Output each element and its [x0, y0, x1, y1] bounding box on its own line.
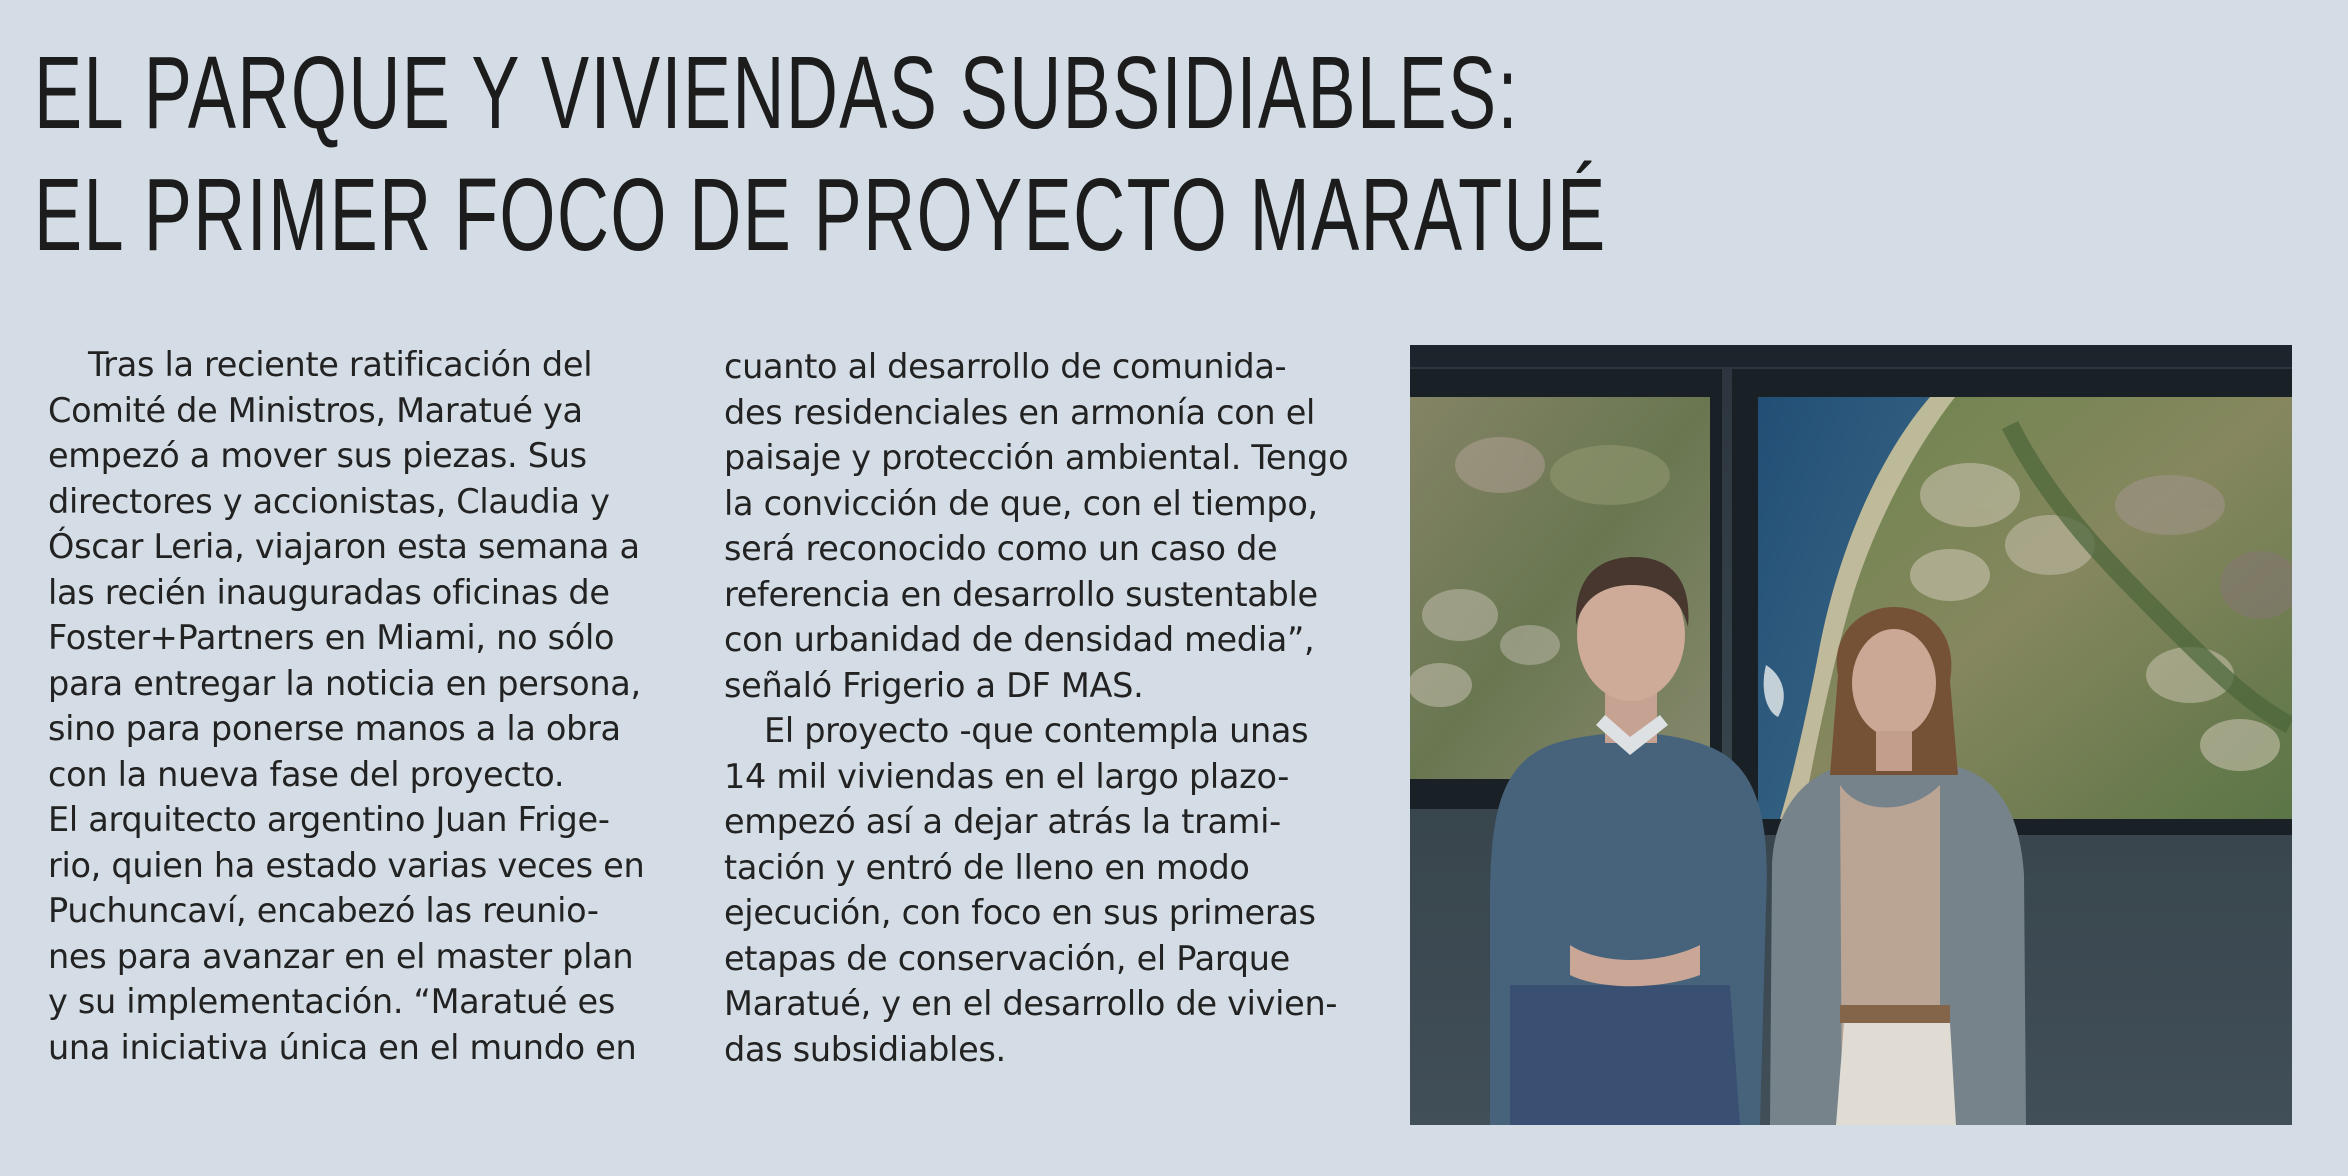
body-line: ejecución, con foco en sus primeras: [724, 893, 1316, 932]
body-line: Puchuncaví, encabezó las reunio-: [48, 891, 599, 930]
body-line: la convicción de que, con el tiempo,: [724, 483, 1318, 523]
body-line: una iniciativa única en el mundo en: [48, 1027, 637, 1067]
body-line: El proyecto -que contempla unas: [764, 711, 1309, 750]
body-line: paisaje y protección ambiental. Tengo: [724, 438, 1349, 477]
body-line: das subsidiables.: [724, 1029, 1006, 1069]
body-line: para entregar la noticia en persona,: [48, 663, 641, 703]
photo-illustration: [1410, 345, 2292, 1125]
body-line: 14 mil viviendas en el largo plazo-: [724, 756, 1290, 796]
body-line: referencia en desarrollo sustentable: [724, 574, 1318, 614]
body-line: Maratué, y en el desarrollo de vivien-: [724, 984, 1338, 1023]
article-headline: [34, 32, 1607, 276]
body-line: cuanto al desarrollo de comunida-: [724, 347, 1287, 386]
body-line: etapas de conservación, el Parque: [724, 938, 1290, 978]
body-line: tación y entró de lleno en modo: [724, 847, 1250, 887]
article-photo: [1410, 345, 2292, 1125]
body-line: Comité de Ministros, Maratué ya: [48, 390, 583, 430]
body-line: directores y accionistas, Claudia y: [48, 481, 610, 521]
body-line: con urbanidad de densidad media”,: [724, 620, 1315, 659]
body-line: El arquitecto argentino Juan Frige-: [48, 800, 610, 839]
article-column-2: [724, 344, 1364, 1072]
body-line: Tras la reciente ratificación del: [88, 345, 593, 384]
body-line: nes para avanzar en el master plan: [48, 936, 634, 976]
body-line: empezó a mover sus piezas. Sus: [48, 436, 587, 475]
article-column-1: [48, 342, 643, 1070]
body-line: Óscar Leria, viajaron esta semana a: [48, 527, 640, 566]
body-line: y su implementación. “Maratué es: [48, 982, 615, 1021]
body-line: des residenciales en armonía con el: [724, 392, 1316, 432]
body-line: rio, quien ha estado varias veces en: [48, 845, 645, 885]
body-line: sino para ponerse manos a la obra: [48, 709, 621, 748]
headline-line-1: EL PARQUE Y VIVIENDAS SUBSIDIABLES:: [34, 35, 1519, 150]
body-line: con la nueva fase del proyecto.: [48, 754, 565, 794]
headline-line-2: EL PRIMER FOCO DE PROYECTO MARATUÉ: [34, 157, 1607, 272]
body-line: las recién inauguradas oficinas de: [48, 572, 610, 612]
body-line: empezó así a dejar atrás la trami-: [724, 802, 1281, 841]
body-line: Foster+Partners en Miami, no sólo: [48, 618, 615, 657]
body-line: señaló Frigerio a DF MAS.: [724, 665, 1144, 705]
body-line: será reconocido como un caso de: [724, 529, 1278, 568]
